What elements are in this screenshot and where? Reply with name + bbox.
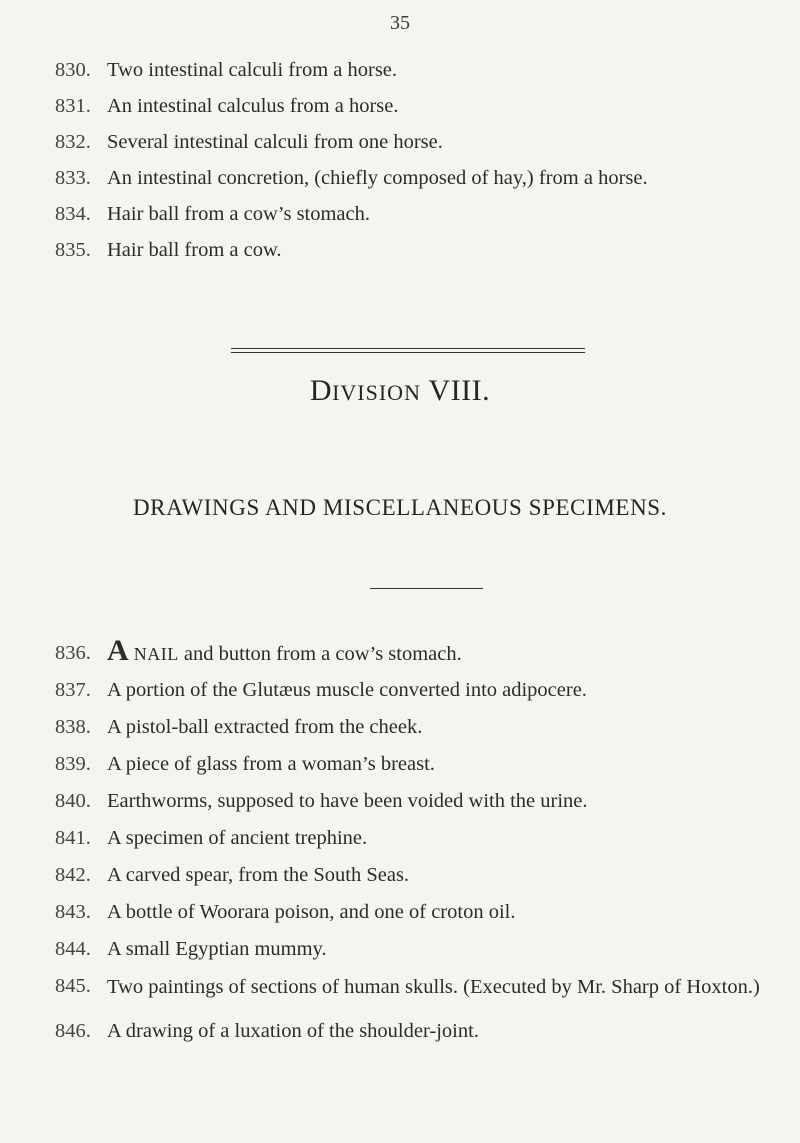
entry [55,634,800,678]
entry [55,130,800,166]
entry-text: Two paintings of sections of human skulls. (Executed by Mr. Sharp of Hoxton.) [107,976,760,998]
short-rule-divider [370,588,483,589]
division-numeral: VIII. [428,374,491,407]
entry [55,1019,800,1056]
entry [55,937,800,974]
entry-text: An intestinal concretion, (chiefly composed of hay,) from a horse. [107,167,648,189]
entry-number: 836. [55,642,91,664]
entry-text: A drawing of a luxation of the shoulder-joint. [107,1020,479,1042]
double-rule-divider [231,348,585,353]
entry [55,974,800,1011]
page-number: 35 [390,12,410,34]
entry-number: 840. [55,790,91,812]
entry [55,752,800,789]
entry-text: A bottle of Woorara poison, and one of croton oil. [107,901,516,923]
entry [55,789,800,826]
entry [55,826,800,863]
entry-list-miscellaneous [55,634,800,1056]
entry [55,715,800,752]
entry [55,166,800,202]
entry [55,238,800,274]
entry-number: 830. [55,59,91,81]
entry-initial: A [107,634,129,667]
entry [55,678,800,715]
entry [55,900,800,937]
entry-number: 846. [55,1020,91,1042]
entry-number: 844. [55,938,91,960]
entry-text: Earthworms, supposed to have been voided with the urine. [107,790,588,812]
entry-number: 837. [55,679,91,701]
entry [55,202,800,238]
entry-text: Two intestinal calculi from a horse. [107,59,398,81]
entry-text: Hair ball from a cow. [107,239,282,261]
section-heading: DRAWINGS AND MISCELLANEOUS SPECIMENS. [132,495,668,520]
entry-text: A portion of the Glutæus muscle converted into adipocere. [107,679,587,701]
entry-rest: and button from a cow’s stomach. [178,643,462,665]
entry-number: 834. [55,203,91,225]
entry-number: 831. [55,95,91,117]
division-initial: D [309,374,333,407]
entry-text: Hair ball from a cow’s stomach. [107,203,371,225]
entry-list-calculi [55,58,800,274]
entry [55,94,800,130]
entry-number: 833. [55,167,91,189]
entry-number: 841. [55,827,91,849]
entry-number: 832. [55,131,91,153]
entry-text: A piece of glass from a woman’s breast. [107,753,435,775]
entry-number: 835. [55,239,91,261]
entry [55,863,800,900]
entry-text: A carved spear, from the South Seas. [107,864,410,886]
entry-small-caps: NAIL [133,644,179,664]
entry-number: 845. [55,975,91,997]
entry-number: 838. [55,716,91,738]
entry-number: 839. [55,753,91,775]
entry-text: A specimen of ancient trephine. [107,827,368,849]
entry [55,58,800,94]
division-title [0,374,800,408]
entry-text: A pistol-ball extracted from the cheek. [107,716,423,738]
entry-number: 842. [55,864,91,886]
entry-number: 843. [55,901,91,923]
entry-text: A small Egyptian mummy. [107,938,327,960]
entry-text: An intestinal calculus from a horse. [107,95,399,117]
entry-text [107,634,800,678]
entry-text: Several intestinal calculi from one horse. [107,131,443,153]
division-small-caps: IVISION [332,380,421,405]
